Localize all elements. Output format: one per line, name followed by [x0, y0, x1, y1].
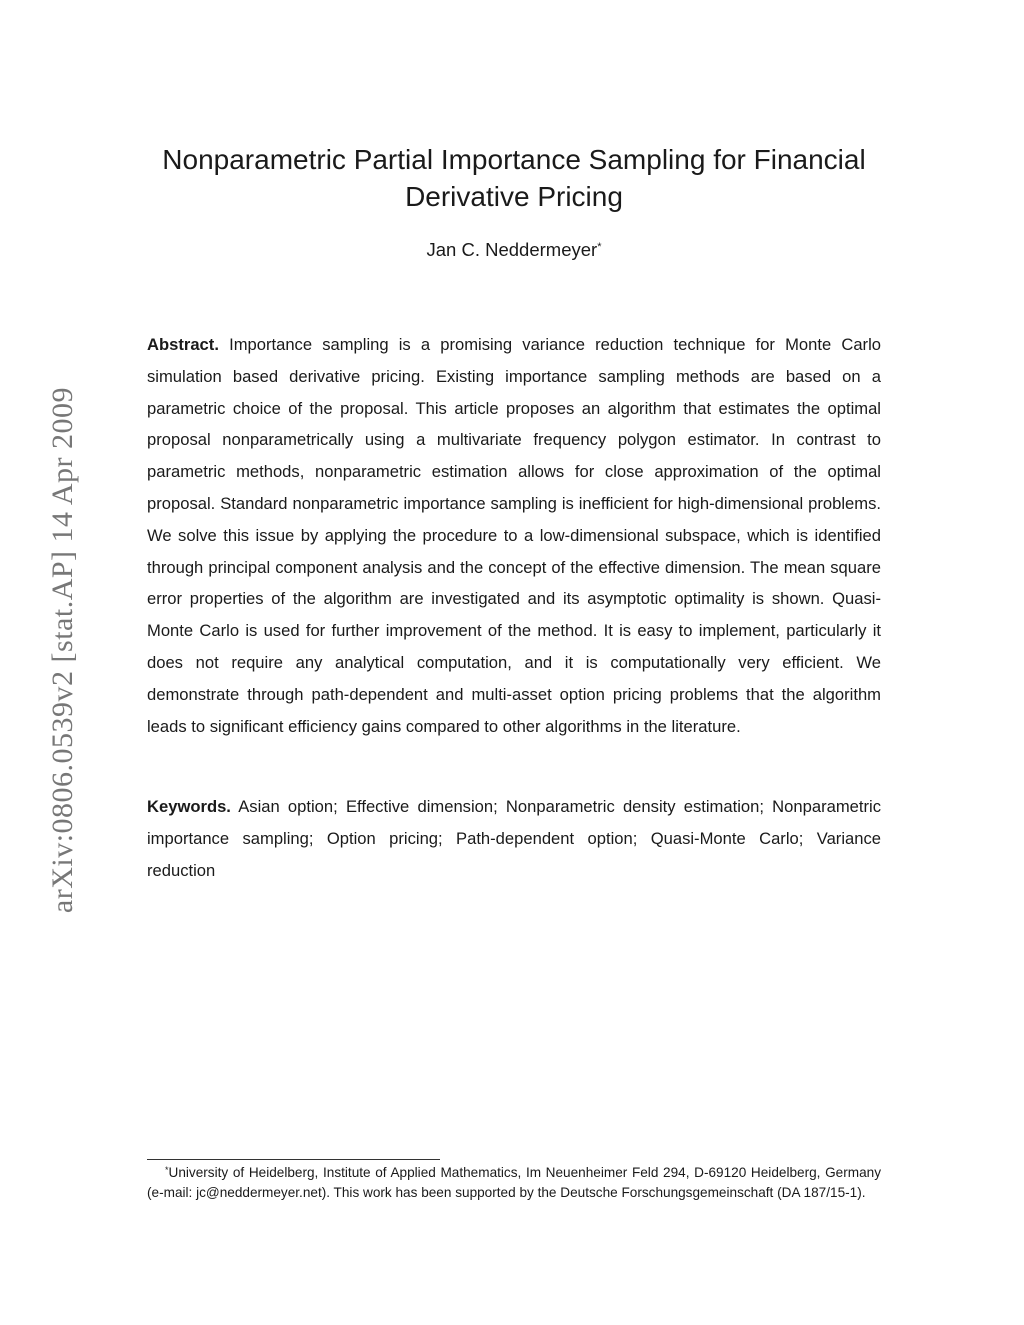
author-line	[140, 237, 888, 263]
keywords-text: Asian option; Effective dimension; Nonparametric density estimation; Nonparametric importance sampling; Option pricing; Path-dependent option; Quasi-Monte Carlo; Variance reduction	[147, 797, 881, 880]
abstract-text: Importance sampling is a promising variance reduction technique for Monte Carlo simulation based derivative pricing. Existing importance sampling methods are based on a parametric choice of the proposal. This article proposes an algorithm that estimates the optimal proposal nonparametrically using a multivariate frequency polygon estimator. In contrast to parametric methods, nonparametric estimation allows for close approximation of the optimal proposal. Standard nonparametric importance sampling is inefficient for high-dimensional problems. We solve this issue by applying the procedure to a low-dimensional subspace, which is identified through principal component analysis and the concept of the effective dimension. The mean square error properties of the algorithm are investigated and its asymptotic optimality is shown. Quasi-Monte Carlo is used for further improvement of the method. It is easy to implement, particularly it does not require any analytical computation, and it is computationally very efficient. We demonstrate through path-dependent and multi-asset option pricing problems that the algorithm leads to significant efficiency gains compared to other algorithms in the literature.	[147, 335, 881, 736]
keywords-paragraph	[147, 791, 881, 886]
abstract-label: Abstract.	[147, 335, 219, 354]
author-footnote-mark: *	[597, 241, 602, 253]
footnote-mark: *	[165, 1165, 169, 1175]
footnote-divider	[147, 1159, 440, 1160]
footnote	[147, 1163, 881, 1203]
paper-title: Nonparametric Partial Importance Sampling for Financial Derivative Pricing	[162, 144, 866, 212]
footnote-text: University of Heidelberg, Institute of Applied Mathematics, Im Neuenheimer Feld 294, D-69120 Heidelberg, Germany (e-mail: jc@neddermeyer.net). This work has been supported by the Deutsche Forschungsgemeinschaft (DA 187/15-1).	[147, 1165, 881, 1200]
arxiv-identifier-stamp: arXiv:0806.0539v2 [stat.AP] 14 Apr 2009	[46, 386, 79, 914]
keywords-label: Keywords.	[147, 797, 231, 816]
author-name: Jan C. Neddermeyer	[426, 239, 598, 260]
abstract-paragraph	[147, 329, 881, 742]
